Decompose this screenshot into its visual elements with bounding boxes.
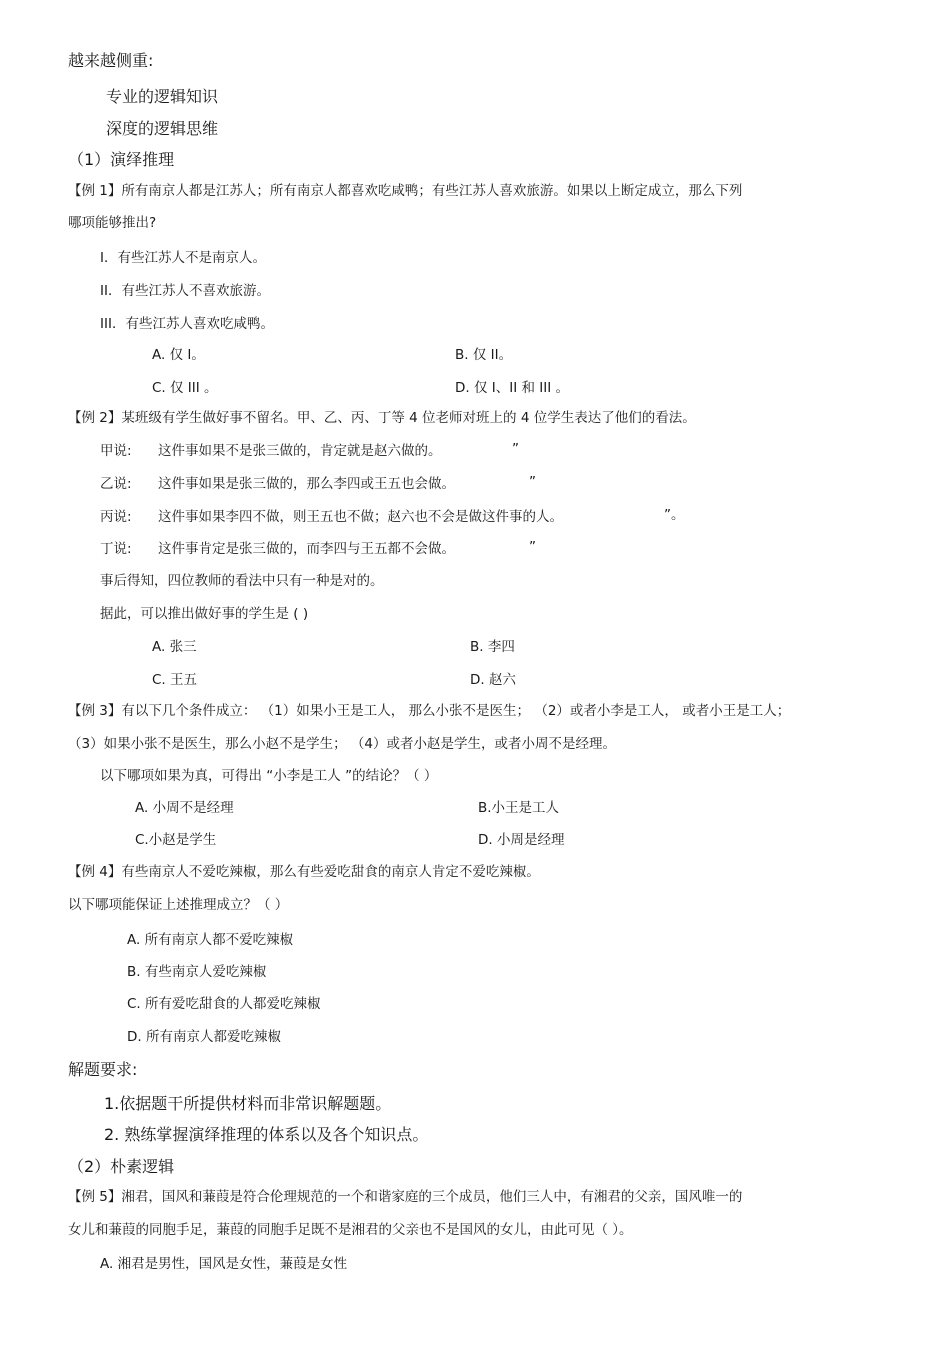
closing-quote: ”。: [664, 507, 685, 523]
option-a: A. 小周不是经理: [135, 800, 234, 816]
statement: II．有些江苏人不喜欢旅游。: [100, 283, 270, 299]
section-title: （2）朴素逻辑: [68, 1157, 175, 1176]
option-c: C. 王五: [152, 672, 198, 688]
option-a: A. 张三: [152, 639, 197, 655]
question: 以下哪项如果为真，可得出 “小李是工人 ”的结论？（ ）: [100, 768, 438, 784]
example-stem: （3）如果小张不是医生，那么小赵不是学生； （4）或者小赵是学生，或者小周不是经理。: [68, 736, 616, 752]
closing-quote: ”: [529, 474, 536, 490]
option-a: A. 仅 I。: [152, 347, 205, 363]
intro-heading: 越来越侧重:: [68, 51, 154, 70]
option-c: C.小赵是学生: [135, 832, 217, 848]
speaker-label: 乙说:: [100, 476, 132, 492]
option-d: D. 所有南京人都爱吃辣椒: [127, 1029, 281, 1045]
example-stem: 【例 3】有以下几个条件成立： （1）如果小王是工人， 那么小张不是医生； （2）或者小李是工人， 或者小王是工人；: [68, 703, 791, 719]
option-a: A. 湘君是男性，国风是女性，蒹葭是女性: [100, 1256, 348, 1272]
section-title: （1）演绎推理: [68, 150, 175, 169]
question: 以下哪项能保证上述推理成立？（ ）: [68, 897, 289, 913]
option-b: B. 李四: [470, 639, 515, 655]
requirements-heading: 解题要求:: [68, 1060, 138, 1079]
fact-statement: 事后得知，四位教师的看法中只有一种是对的。: [100, 573, 384, 589]
statement: III．有些江苏人喜欢吃咸鸭。: [100, 316, 274, 332]
requirement-item: 2. 熟练掌握演绎推理的体系以及各个知识点。: [104, 1125, 429, 1144]
speaker-statement: 这件事如果不是张三做的，肯定就是赵六做的。: [158, 443, 442, 459]
intro-item: 深度的逻辑思维: [106, 119, 219, 138]
speaker-label: 丁说:: [100, 541, 132, 557]
speaker-statement: 这件事如果李四不做，则王五也不做；赵六也不会是做这件事的人。: [158, 509, 563, 525]
example-stem: 女儿和蒹葭的同胞手足，蒹葭的同胞手足既不是湘君的父亲也不是国风的女儿，由此可见（ ）。: [68, 1222, 633, 1238]
speaker-label: 甲说:: [100, 443, 132, 459]
option-c: C. 仅 III 。: [152, 380, 218, 396]
option-b: B. 仅 II。: [455, 347, 513, 363]
option-d: D. 仅 I、II 和 III 。: [455, 380, 570, 396]
question: 据此，可以推出做好事的学生是 ( ): [100, 606, 309, 622]
statement: I．有些江苏人不是南京人。: [100, 250, 266, 266]
option-d: D. 赵六: [470, 672, 516, 688]
example-stem: 【例 4】有些南京人不爱吃辣椒，那么有些爱吃甜食的南京人肯定不爱吃辣椒。: [68, 864, 540, 880]
closing-quote: ”: [512, 441, 519, 457]
closing-quote: ”: [529, 539, 536, 555]
speaker-label: 丙说:: [100, 509, 132, 525]
requirement-item: 1.依据题干所提供材料而非常识解题题。: [104, 1094, 392, 1113]
option-d: D. 小周是经理: [478, 832, 565, 848]
option-c: C. 所有爱吃甜食的人都爱吃辣椒: [127, 996, 321, 1012]
example-stem: 【例 1】所有南京人都是江苏人；所有南京人都喜欢吃咸鸭；有些江苏人喜欢旅游。如果以上断定成立，那么下列: [68, 183, 743, 199]
speaker-statement: 这件事肯定是张三做的，而李四与王五都不会做。: [158, 541, 455, 557]
example-stem: 【例 2】某班级有学生做好事不留名。甲、乙、丙、丁等 4 位老师对班上的 4 位学生表达了他们的看法。: [68, 410, 696, 426]
example-stem: 哪项能够推出?: [68, 215, 157, 231]
option-a: A. 所有南京人都不爱吃辣椒: [127, 932, 294, 948]
option-b: B. 有些南京人爱吃辣椒: [127, 964, 267, 980]
intro-item: 专业的逻辑知识: [106, 87, 219, 106]
example-stem: 【例 5】湘君，国风和蒹葭是符合伦理规范的一个和谐家庭的三个成员，他们三人中，有湘君的父亲，国风唯一的: [68, 1189, 743, 1205]
option-b: B.小王是工人: [478, 800, 560, 816]
speaker-statement: 这件事如果是张三做的，那么李四或王五也会做。: [158, 476, 455, 492]
